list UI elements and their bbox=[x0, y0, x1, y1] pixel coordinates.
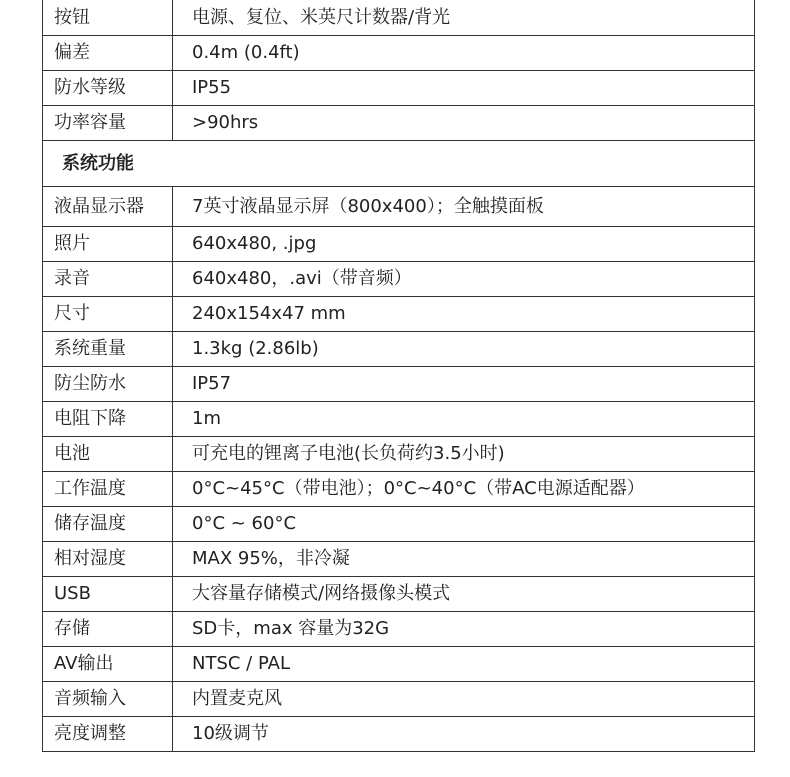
row-value: NTSC / PAL bbox=[173, 647, 755, 682]
table-row bbox=[43, 367, 755, 402]
row-value: 0°C~45°C（带电池）；0°C~40°C（带AC电源适配器） bbox=[173, 472, 755, 507]
row-value: 可充电的锂离子电池(长负荷约3.5小时) bbox=[173, 437, 755, 472]
row-label: 偏差 bbox=[43, 36, 173, 71]
table-row bbox=[43, 717, 755, 752]
row-label: 亮度调整 bbox=[43, 717, 173, 752]
table-row bbox=[43, 472, 755, 507]
spec-table-body bbox=[43, 0, 755, 752]
row-label: USB bbox=[43, 577, 173, 612]
table-row bbox=[43, 36, 755, 71]
row-label: 防水等级 bbox=[43, 71, 173, 106]
row-label: 存储 bbox=[43, 612, 173, 647]
row-label: 功率容量 bbox=[43, 106, 173, 141]
table-row bbox=[43, 332, 755, 367]
row-label: 工作温度 bbox=[43, 472, 173, 507]
table-row bbox=[43, 577, 755, 612]
row-label: 电阻下降 bbox=[43, 402, 173, 437]
table-row bbox=[43, 542, 755, 577]
row-label: 液晶显示器 bbox=[43, 187, 173, 227]
row-label: 音频输入 bbox=[43, 682, 173, 717]
table-row bbox=[43, 262, 755, 297]
row-label: 电池 bbox=[43, 437, 173, 472]
row-label: 系统重量 bbox=[43, 332, 173, 367]
row-value: 电源、复位、米英尺计数器/背光 bbox=[173, 0, 755, 36]
spec-table bbox=[42, 0, 755, 752]
row-label: 按钮 bbox=[43, 0, 173, 36]
row-label: AV输出 bbox=[43, 647, 173, 682]
row-value: MAX 95%，非冷凝 bbox=[173, 542, 755, 577]
row-value: 640x480, .jpg bbox=[173, 227, 755, 262]
row-value: 1.3kg (2.86lb) bbox=[173, 332, 755, 367]
row-value: IP55 bbox=[173, 71, 755, 106]
row-value: SD卡，max 容量为32G bbox=[173, 612, 755, 647]
row-value: IP57 bbox=[173, 367, 755, 402]
row-value: >90hrs bbox=[173, 106, 755, 141]
row-value: 10级调节 bbox=[173, 717, 755, 752]
row-value: 240x154x47 mm bbox=[173, 297, 755, 332]
table-row bbox=[43, 297, 755, 332]
table-row bbox=[43, 507, 755, 542]
row-label: 录音 bbox=[43, 262, 173, 297]
row-value: 大容量存储模式/网络摄像头模式 bbox=[173, 577, 755, 612]
row-label: 照片 bbox=[43, 227, 173, 262]
row-label: 储存温度 bbox=[43, 507, 173, 542]
row-value: 640x480，.avi（带音频） bbox=[173, 262, 755, 297]
row-value: 内置麦克风 bbox=[173, 682, 755, 717]
row-label: 相对湿度 bbox=[43, 542, 173, 577]
table-row bbox=[43, 0, 755, 36]
table-row bbox=[43, 682, 755, 717]
table-row bbox=[43, 71, 755, 106]
row-value: 0°C ~ 60°C bbox=[173, 507, 755, 542]
table-row bbox=[43, 647, 755, 682]
table-row bbox=[43, 187, 755, 227]
table-row bbox=[43, 437, 755, 472]
row-label: 防尘防水 bbox=[43, 367, 173, 402]
section-header-row bbox=[43, 141, 755, 187]
row-value: 7英寸液晶显示屏（800x400）；全触摸面板 bbox=[173, 187, 755, 227]
table-row bbox=[43, 612, 755, 647]
table-row bbox=[43, 106, 755, 141]
section-title: 系统功能 bbox=[43, 141, 755, 187]
table-row bbox=[43, 227, 755, 262]
row-value: 0.4m (0.4ft) bbox=[173, 36, 755, 71]
row-label: 尺寸 bbox=[43, 297, 173, 332]
row-value: 1m bbox=[173, 402, 755, 437]
table-row bbox=[43, 402, 755, 437]
